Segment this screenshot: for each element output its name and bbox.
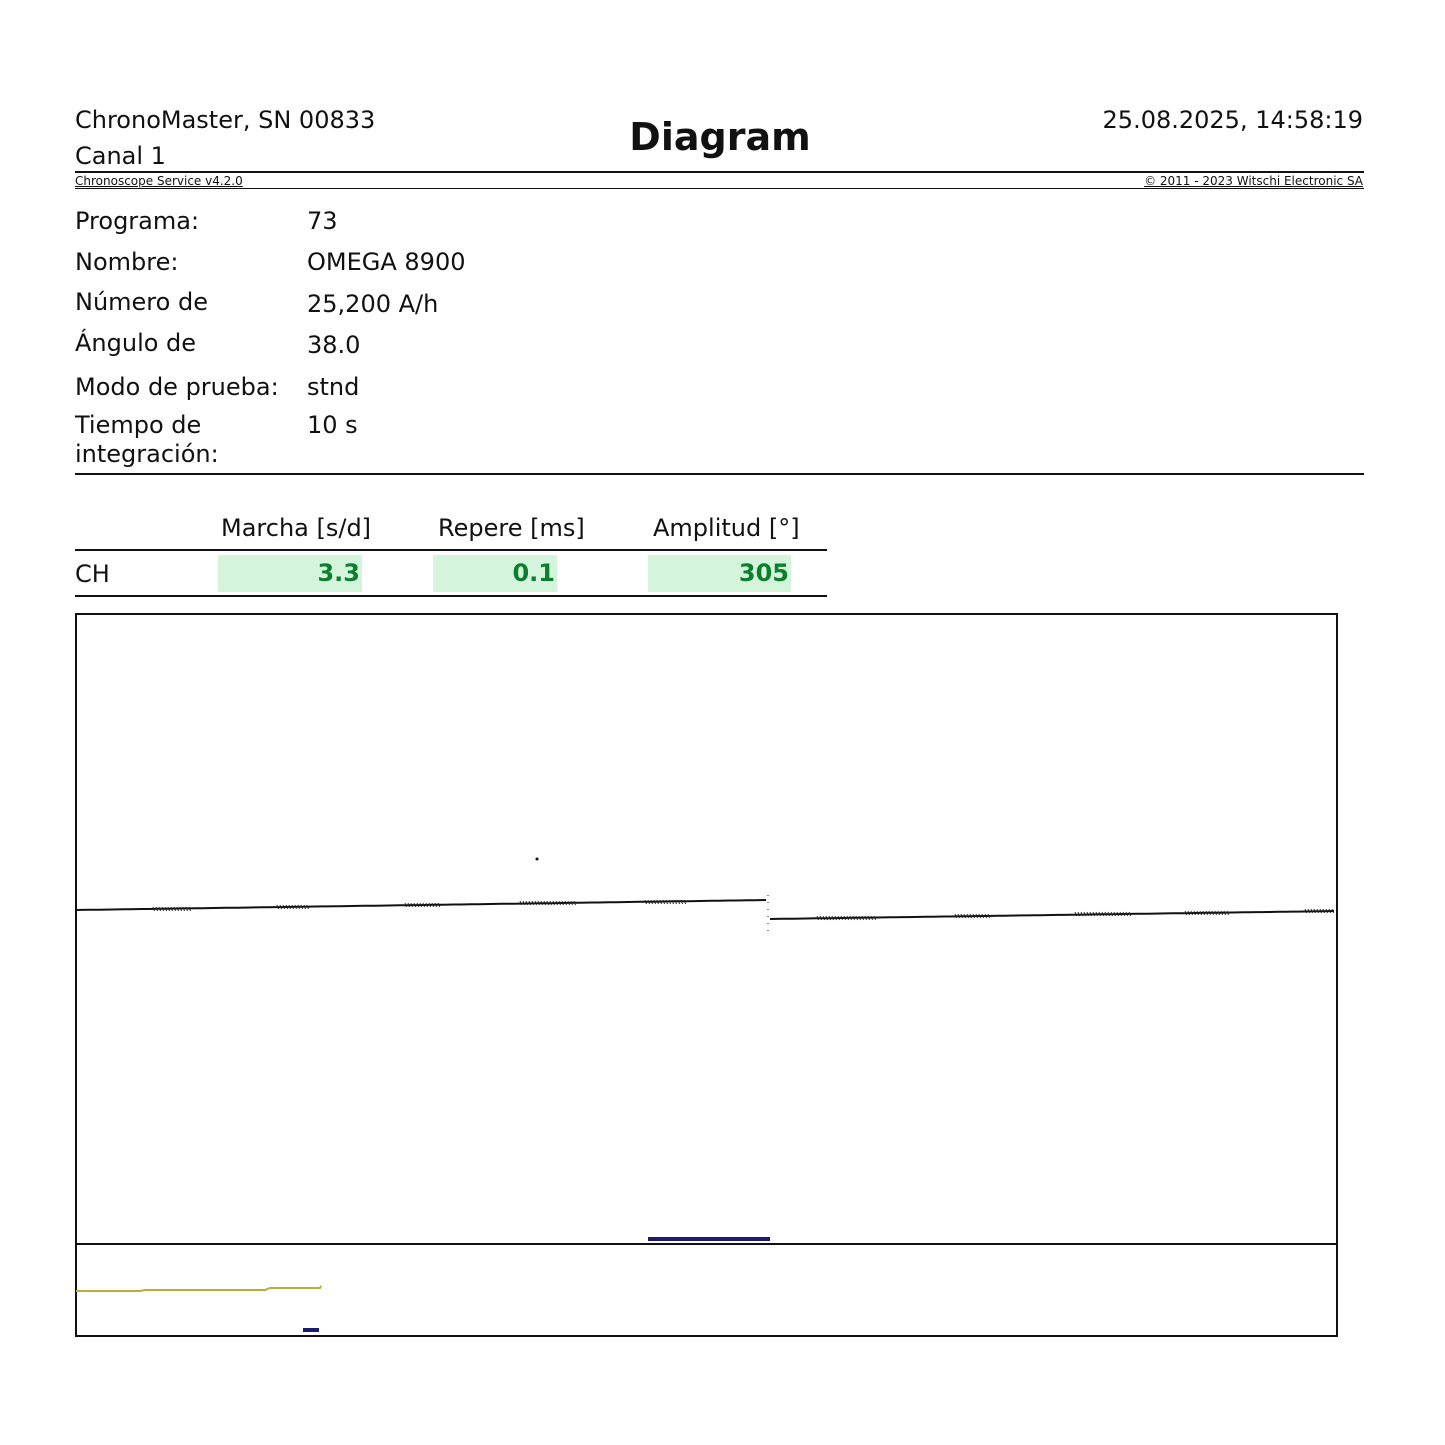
noise-tick [1129, 912, 1131, 916]
noise-tick [1126, 912, 1128, 916]
noise-tick [976, 914, 978, 918]
noise-tick [1314, 909, 1316, 913]
noise-tick [958, 914, 960, 918]
noise-tick [283, 905, 285, 909]
trace-noise-marks [153, 900, 1334, 920]
noise-tick [423, 903, 425, 907]
noise-tick [562, 901, 564, 905]
noise-tick [817, 916, 819, 920]
noise-tick [868, 916, 870, 920]
noise-tick [865, 916, 867, 920]
noise-tick [826, 916, 828, 920]
rate-trace-segment-2 [770, 911, 1334, 919]
header-rule-bottom [75, 188, 1364, 189]
software-version: Chronoscope Service v4.2.0 [75, 174, 243, 188]
noise-tick [1200, 911, 1202, 915]
noise-tick [1203, 911, 1205, 915]
noise-tick [841, 916, 843, 920]
device-name: ChronoMaster, SN 00833 [75, 106, 376, 134]
info-value-beat-rate: 25,200 A/h [307, 290, 439, 318]
noise-tick [405, 903, 407, 907]
noise-tick [982, 914, 984, 918]
noise-tick [862, 916, 864, 920]
amplitude-trace [76, 1286, 321, 1291]
info-value-test-mode: stnd [307, 373, 360, 401]
row-name-ch: CH [75, 560, 110, 588]
noise-tick [1224, 911, 1226, 915]
noise-tick [304, 905, 306, 909]
noise-tick [1197, 911, 1199, 915]
page-title: Diagram [629, 115, 811, 159]
noise-tick [277, 905, 279, 909]
noise-tick [1108, 912, 1110, 916]
noise-tick [1111, 912, 1113, 916]
info-label-lift-angle: Ángulo de [75, 329, 197, 357]
noise-tick [1209, 911, 1211, 915]
noise-tick [1194, 911, 1196, 915]
noise-tick [286, 905, 288, 909]
noise-tick [973, 914, 975, 918]
noise-tick [988, 914, 990, 918]
noise-tick [541, 901, 543, 905]
datetime: 25.08.2025, 14:58:19 [1102, 106, 1363, 134]
noise-tick [1206, 911, 1208, 915]
info-value-name: OMEGA 8900 [307, 248, 466, 276]
noise-tick [823, 916, 825, 920]
noise-tick [856, 916, 858, 920]
noise-tick [532, 901, 534, 905]
noise-tick [1320, 909, 1322, 913]
noise-tick [571, 901, 573, 905]
info-label-program: Programa: [75, 207, 200, 235]
diagram-plot [75, 613, 1338, 1337]
noise-tick [1188, 911, 1190, 915]
noise-tick [853, 916, 855, 920]
noise-tick [535, 901, 537, 905]
noise-tick [1332, 909, 1334, 913]
noise-tick [411, 903, 413, 907]
noise-tick [859, 916, 861, 920]
noise-tick [307, 905, 309, 909]
noise-tick [559, 901, 561, 905]
noise-tick [961, 914, 963, 918]
noise-tick [654, 900, 656, 904]
noise-tick [1323, 909, 1325, 913]
noise-tick [292, 905, 294, 909]
noise-tick [835, 916, 837, 920]
noise-tick [964, 914, 966, 918]
noise-tick [547, 901, 549, 905]
noise-tick [1123, 912, 1125, 916]
noise-tick [414, 903, 416, 907]
noise-tick [550, 901, 552, 905]
noise-tick [1099, 912, 1101, 916]
noise-tick [417, 903, 419, 907]
info-label-integration-time: Tiempo de integración: [75, 411, 219, 468]
noise-tick [1114, 912, 1116, 916]
noise-tick [820, 916, 822, 920]
info-label-test-mode: Modo de prueba: [75, 373, 279, 401]
noise-tick [1096, 912, 1098, 916]
value-amplitude: 305 [648, 555, 791, 592]
noise-tick [1218, 911, 1220, 915]
noise-tick [432, 903, 434, 907]
value-beat-error: 0.1 [433, 555, 557, 592]
noise-tick [838, 916, 840, 920]
col-header-rate: Marcha [s/d] [221, 514, 372, 542]
noise-tick [1212, 911, 1214, 915]
results-header-rule [75, 549, 827, 551]
noise-tick [829, 916, 831, 920]
noise-tick [420, 903, 422, 907]
noise-tick [435, 903, 437, 907]
noise-tick [426, 903, 428, 907]
noise-tick [985, 914, 987, 918]
info-value-lift-angle: 38.0 [307, 331, 361, 359]
noise-tick [165, 907, 167, 911]
noise-tick [168, 907, 170, 911]
noise-tick [538, 901, 540, 905]
noise-tick [967, 914, 969, 918]
noise-tick [565, 901, 567, 905]
noise-tick [295, 905, 297, 909]
noise-tick [970, 914, 972, 918]
noise-tick [1185, 911, 1187, 915]
noise-tick [153, 907, 155, 911]
value-rate: 3.3 [218, 555, 362, 592]
noise-tick [1191, 911, 1193, 915]
noise-tick [1102, 912, 1104, 916]
info-rule [75, 473, 1364, 475]
info-value-program: 73 [307, 207, 338, 235]
noise-tick [574, 901, 576, 905]
noise-tick [1215, 911, 1217, 915]
noise-tick [298, 905, 300, 909]
info-label-beat-rate: Número de [75, 288, 208, 316]
noise-tick [645, 900, 647, 904]
noise-tick [156, 907, 158, 911]
noise-tick [1221, 911, 1223, 915]
channel-name: Canal 1 [75, 142, 166, 170]
col-header-amplitude: Amplitud [°] [653, 514, 800, 542]
noise-tick [289, 905, 291, 909]
info-label-name: Nombre: [75, 248, 179, 276]
noise-tick [438, 903, 440, 907]
noise-tick [1317, 909, 1319, 913]
noise-tick [844, 916, 846, 920]
noise-tick [553, 901, 555, 905]
results-bottom-rule [75, 595, 827, 597]
noise-tick [1117, 912, 1119, 916]
noise-tick [651, 900, 653, 904]
noise-tick [832, 916, 834, 920]
outlier-dot [536, 858, 539, 861]
noise-tick [1105, 912, 1107, 916]
noise-tick [1311, 909, 1313, 913]
copyright: © 2011 - 2023 Witschi Electronic SA [1144, 174, 1363, 188]
noise-tick [1326, 909, 1328, 913]
noise-tick [408, 903, 410, 907]
noise-tick [847, 916, 849, 920]
noise-tick [568, 901, 570, 905]
col-header-beat-error: Repere [ms] [438, 514, 585, 542]
noise-tick [544, 901, 546, 905]
noise-tick [850, 916, 852, 920]
noise-tick [648, 900, 650, 904]
noise-tick [280, 905, 282, 909]
noise-tick [556, 901, 558, 905]
noise-tick [1329, 909, 1331, 913]
info-value-integration-time: 10 s [307, 411, 358, 439]
noise-tick [429, 903, 431, 907]
noise-tick [979, 914, 981, 918]
noise-tick [1120, 912, 1122, 916]
noise-tick [162, 907, 164, 911]
header-rule-top [75, 171, 1364, 173]
noise-tick [159, 907, 161, 911]
noise-tick [301, 905, 303, 909]
